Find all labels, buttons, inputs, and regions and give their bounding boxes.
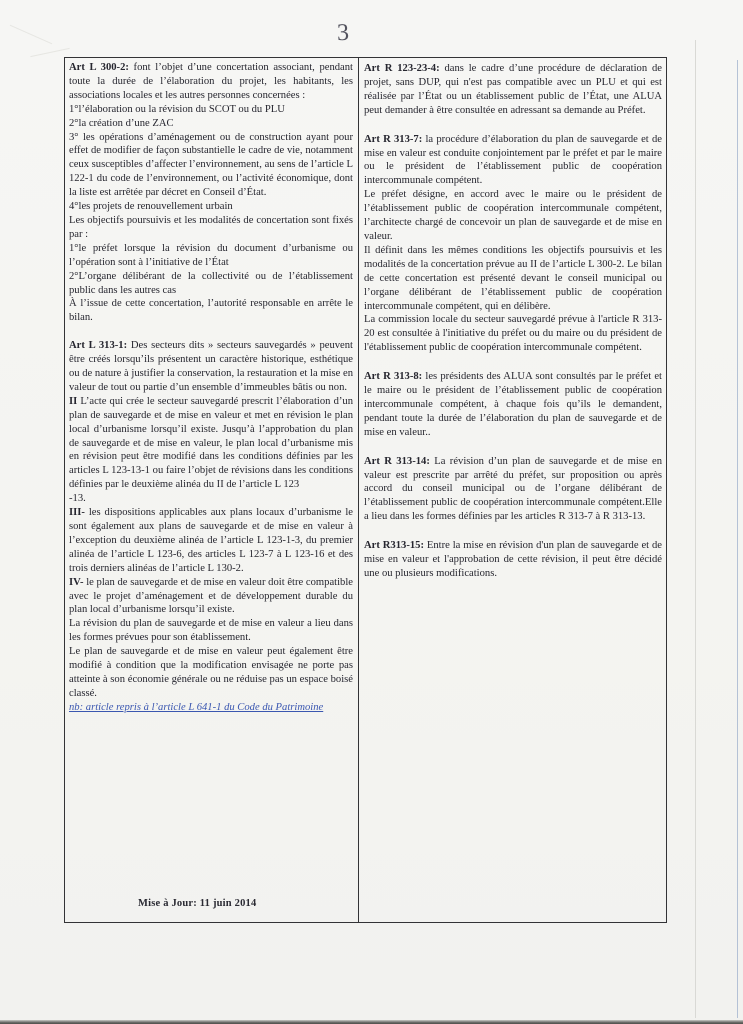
article-text: Le préfet désigne, en accord avec le maire ou le président de l’établissement public de coopération intercommunale compétent, l’architecte chargé de concevoir un plan de sauvegarde et de mise en valeur. [364,189,662,242]
article-label: Art L 300-2: [69,62,129,73]
article-text: font l’objet d’une concertation associant, pendant toute la durée de l’élaboration du projet, les habitants, les associations locales et les autres personnes concernées : [69,62,353,101]
article-text: les dispositions applicables aux plans locaux d’urbanisme le sont également aux plans de sauvegarde et de mise en valeur à l’exception du deuxième alinéa de l’article L 123-1-3, du premier alinéa de l’article L 123-6, des articles L 123-7 à L 123-16 et des trois derniers alinéas de l’article L 130-2. [69,507,353,574]
scan-edge-line [737,60,738,1018]
article-paragraph [69,645,353,701]
left-column [65,58,359,922]
article-label: Art L 313-1: [69,340,128,352]
article-paragraph [364,455,662,525]
article-paragraph [69,61,353,103]
article-l-300-2 [69,61,353,325]
article-paragraph [364,244,662,314]
article-paragraph [69,395,353,492]
article-text: 1°le préfet lorsque la révision du document d’urbanisme ou l’opération sont à l’initiative de l’État [69,242,353,268]
article-text: le plan de sauvegarde et de mise en valeur doit être compatible avec le projet d’aménagement et de développement durable du plan local d’urbanisme lorsqu’il existe. [69,576,353,616]
article-text: La révision d’un plan de sauvegarde et de mise en valeur est prescrite par arrêté du préfet, sur proposition ou après accord du conseil municipal ou de l’organe délibérant de l’établissement public de coopération intercommunale compétent.Elle a lieu dans les formes définies par les articles R 313-7 à R 313-13. [364,455,662,523]
article-text: la procédure d’élaboration du plan de sauvegarde et de mise en valeur est conduite conjointement par le préfet et par le maire ou le président de l’établissement public de coopération intercommunale compétent. [364,133,662,187]
article-paragraph [69,270,353,298]
update-date: Mise à Jour: 11 juin 2014 [138,898,257,909]
article-label: IV- [69,576,84,588]
article-paragraph [69,576,353,618]
article-paragraph [364,133,662,189]
article-text: 4°les projets de renouvellement urbain [69,201,233,213]
article-paragraph [364,539,662,581]
article-paragraph [69,297,353,325]
article-paragraph [69,131,353,201]
article-paragraph [364,313,662,355]
article-label: Art R 313-14: [364,455,430,467]
article-paragraph [364,370,662,440]
article-paragraph [69,242,353,270]
paper-fold-line [695,40,696,1018]
article-text: À l’issue de cette concertation, l’autorité responsable en arrête le bilan. [69,298,353,324]
article-text: La révision du plan de sauvegarde et de mise en valeur a lieu dans les formes prévues pour son établissement. [69,618,353,644]
article-text: Il définit dans les mêmes conditions les objectifs poursuivis et les modalités de la concertation prévue au II de l’article L 300-2. Le bilan de cette concertation est présenté devant le conseil municipal ou l’organe délibérant de l’établissement public de coopération intercommunale compétent, qui en délibère. [364,244,662,312]
article-r-123-23-4 [364,62,662,118]
article-paragraph [69,506,353,576]
article-text: 1°l’élaboration ou la révision du SCOT ou du PLU [69,103,285,115]
article-paragraph [364,62,662,118]
article-text: 3° les opérations d’aménagement ou de construction ayant pour effet de modifier de façon substantielle le cadre de vie, notamment ceux susceptibles d’affecter l’environnement, au sens de l’article L 122-1 du code de l’environnement, ou l’activité économique, dont la liste est arrêtée par décret en Conseil d’État. [69,131,353,199]
article-paragraph [69,214,353,242]
article-paragraph [69,339,353,395]
article-paragraph [69,492,353,506]
article-paragraph [364,188,662,244]
article-text: 2°la création d’une ZAC [69,117,174,129]
article-r-313-7 [364,133,662,356]
article-text: Le plan de sauvegarde et de mise en valeur peut également être modifié à condition que la modification envisagée ne porte pas atteinte à son économie générale ou ne réduise pas un espace boisé classé. [69,646,353,699]
article-r-313-15 [364,539,662,581]
scan-bottom-edge [0,1020,743,1024]
article-text: 2°L’organe délibérant de la collectivité ou de l’établissement public dans les autres cas [69,270,353,296]
scan-crease-mark [30,48,69,57]
article-text: Des secteurs dits » secteurs sauvegardés » peuvent être créés lorsqu’ils présentent un caractère historique, esthétique ou de nature à justifier la conservation, la restauration et la mise en valeur de tout ou partie d’un ensemble d’immeubles bâtis ou non. [69,340,354,393]
article-label: Art R 313-8: [364,371,423,383]
article-paragraph [69,200,353,214]
article-r-313-14 [364,455,662,525]
article-r-313-8 [364,370,662,440]
document-table [64,57,667,923]
article-text: La commission locale du secteur sauvegardé prévue à l'article R 313-20 est consultée à l'initiative du préfet ou du maire ou du président de l'établissement public de coopération intercommunale compétent. [364,314,662,354]
article-text: les présidents des ALUA sont consultés par le préfet et le maire ou le président de l’établissement public de coopération intercommunale compétent, à chaque fois qu’ils le demandent, pendant toute la durée de l’élaboration du plan de sauvegarde et de mise en valeur.. [364,371,662,438]
article-label: II [69,395,78,407]
scan-crease-mark [10,25,52,45]
article-l-313-1 [69,339,353,714]
right-column [359,58,666,922]
article-paragraph [69,117,353,131]
article-text: Entre la mise en révision d'un plan de sauvegarde et de mise en valeur et l'approbation de cette révision, il peut être décidé une ou plusieurs modifications. [364,540,662,579]
patrimoine-link[interactable]: nb: article repris à l’article L 641-1 du Code du Patrimoine [69,701,324,713]
article-label: Art R313-15: [364,540,424,552]
article-text: -13. [69,493,86,505]
article-paragraph [69,617,353,645]
article-label: Art R 123-23-4: [364,63,440,74]
article-label: III- [69,507,85,519]
article-label: Art R 313-7: [364,133,423,145]
article-text: dans le cadre d’une procédure de déclaration de projet, sans DUP, qui n'est pas compatible avec un PLU et qui est réalisée par l’État ou un établissement public de l’État, une ALUA peut demander à être consultée en adressant sa demande au Préfet. [364,63,662,116]
page-number: 3 [336,19,350,47]
article-text: L’acte qui crée le secteur sauvegardé prescrit l’élaboration d’un plan de sauvegarde et de mise en valeur et met en révision le plan local d’urbanisme lorsqu’il existe. Jusqu’à l’approbation du plan de sauvegarde et de mise en valeur, le plan local d’urbanisme mis en révision peut être modifié dans les conditions définies par les articles L 123-13-1 ou faire l’objet de révisions dans les conditions définies par le deuxième alinéa du II de l’article L 123 [69,395,353,491]
article-paragraph [69,103,353,117]
article-text: Les objectifs poursuivis et les modalités de concertation sont fixés par : [69,214,353,240]
